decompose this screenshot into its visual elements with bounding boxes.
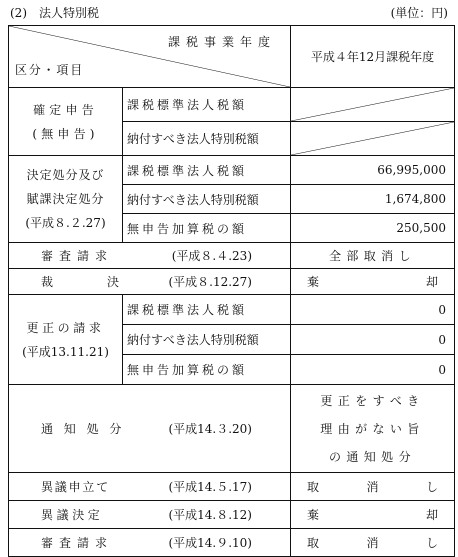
- saiketsu-result-a: 棄: [307, 275, 320, 289]
- year-column-header: 平成４年12月課税年度: [291, 26, 455, 88]
- header-diagonal-cell: [9, 26, 291, 88]
- kakutei-item-1: 課税標準法人税額: [123, 88, 291, 122]
- kakutei-value-1-empty: [291, 88, 455, 122]
- igi-moushitate-result-b: 消: [366, 480, 379, 494]
- shinsa2-result-a: 取: [307, 536, 320, 550]
- tax-history-table: [8, 25, 455, 557]
- kakutei-label-line1: 確定申告: [33, 102, 98, 117]
- kettei-item-2: 納付すべき法人特別税額: [123, 185, 291, 214]
- saiketsu-result-cell: [291, 269, 455, 295]
- kosei-label-line2: (平成13.11.21): [22, 344, 109, 359]
- kettei-value-1: 66,995,000: [291, 156, 455, 185]
- shinsa1-label: 審査請求: [41, 249, 114, 263]
- kosei-item-3: 無申告加算税の額: [123, 355, 291, 385]
- igi-kettei-date: (平成14.８.12): [168, 508, 252, 522]
- igi-moushitate-result-a: 取: [307, 480, 320, 494]
- kakutei-label-line2: (無申告): [32, 126, 99, 141]
- kakutei-slash-1: [291, 88, 454, 121]
- row-header-category: 区分・項目: [15, 63, 85, 77]
- igi-moushitate-result-c: し: [425, 480, 438, 494]
- tsuchi-result-line1: 更正をすべき: [320, 393, 425, 408]
- header-row: [9, 26, 455, 88]
- kosei-value-3: 0: [291, 355, 455, 385]
- kosei-label-cell: [9, 295, 123, 385]
- kettei-label-cell: [9, 156, 123, 243]
- kettei-row-1: [9, 156, 455, 185]
- shinsa2-label: 審査請求: [41, 536, 114, 550]
- kosei-row-1: [9, 295, 455, 325]
- column-header-fiscal-year: 課税事業年度: [167, 35, 276, 49]
- saiketsu-row: [9, 269, 455, 295]
- tsuchi-result-line2: 理由がない旨: [320, 421, 425, 436]
- kettei-value-2: 1,674,800: [291, 185, 455, 214]
- kosei-item-1: 課税標準法人税額: [123, 295, 291, 325]
- tsuchi-label: 通知処分: [41, 422, 133, 436]
- igi-moushitate-result-cell: [291, 473, 455, 501]
- shinsa1-result: 全部取消し: [291, 243, 455, 269]
- shinsa2-row: [9, 529, 455, 557]
- shinsa1-label-cell: [9, 243, 291, 269]
- kakutei-row-1: [9, 88, 455, 122]
- igi-moushitate-date: (平成14.５.17): [168, 480, 252, 494]
- kakutei-item-2: 納付すべき法人特別税額: [123, 122, 291, 156]
- tsuchi-result-cell: [291, 385, 455, 473]
- saiketsu-label-b: 決: [106, 275, 119, 289]
- igi-kettei-result-cell: [291, 501, 455, 529]
- tsuchi-date: (平成14.３.20): [168, 422, 252, 436]
- kosei-label-line1: 更正の請求: [26, 320, 105, 335]
- table-heading: [10, 4, 448, 22]
- igi-kettei-result-a: 棄: [307, 508, 320, 522]
- kakutei-slash-2: [291, 122, 454, 155]
- igi-kettei-result-b: 却: [425, 508, 438, 522]
- kettei-date: (平成８.２.27): [25, 216, 106, 230]
- saiketsu-label-a: 裁: [41, 275, 54, 289]
- kosei-item-2: 納付すべき法人特別税額: [123, 325, 291, 355]
- saiketsu-date: (平成８.12.27): [168, 275, 252, 289]
- igi-moushitate-label: 異議申立て: [41, 480, 111, 494]
- shinsa2-date: (平成14.９.10): [168, 536, 252, 550]
- saiketsu-result-b: 却: [425, 275, 438, 289]
- shinsa1-date: (平成８.４.23): [171, 249, 252, 263]
- igi-kettei-label: 異議決定: [41, 508, 104, 522]
- kettei-item-3: 無申告加算税の額: [123, 214, 291, 243]
- kettei-label-line2: 賦課決定処分: [26, 192, 105, 206]
- igi-moushitate-label-cell: [9, 473, 291, 501]
- kettei-item-1: 課税標準法人税額: [123, 156, 291, 185]
- shinsa2-result-b: 消: [366, 536, 379, 550]
- tsuchi-result-line3: の通知処分: [328, 449, 416, 464]
- igi-kettei-label-cell: [9, 501, 291, 529]
- shinsa2-result-cell: [291, 529, 455, 557]
- table-title: (2) 法人特別税: [10, 6, 99, 20]
- tsuchi-row: [9, 385, 455, 473]
- igi-kettei-row: [9, 501, 455, 529]
- unit-label: (単位：円): [390, 6, 448, 20]
- shinsa2-result-c: し: [425, 536, 438, 550]
- saiketsu-label-cell: [9, 269, 291, 295]
- kosei-value-2: 0: [291, 325, 455, 355]
- kosei-value-1: 0: [291, 295, 455, 325]
- igi-moushitate-row: [9, 473, 455, 501]
- kakutei-label-cell: [9, 88, 123, 156]
- shinsa2-label-cell: [9, 529, 291, 557]
- kettei-label-line1: 決定処分及び: [26, 168, 105, 182]
- kettei-value-3: 250,500: [291, 214, 455, 243]
- shinsa1-row: [9, 243, 455, 269]
- kakutei-value-2-empty: [291, 122, 455, 156]
- tsuchi-label-cell: [9, 385, 291, 473]
